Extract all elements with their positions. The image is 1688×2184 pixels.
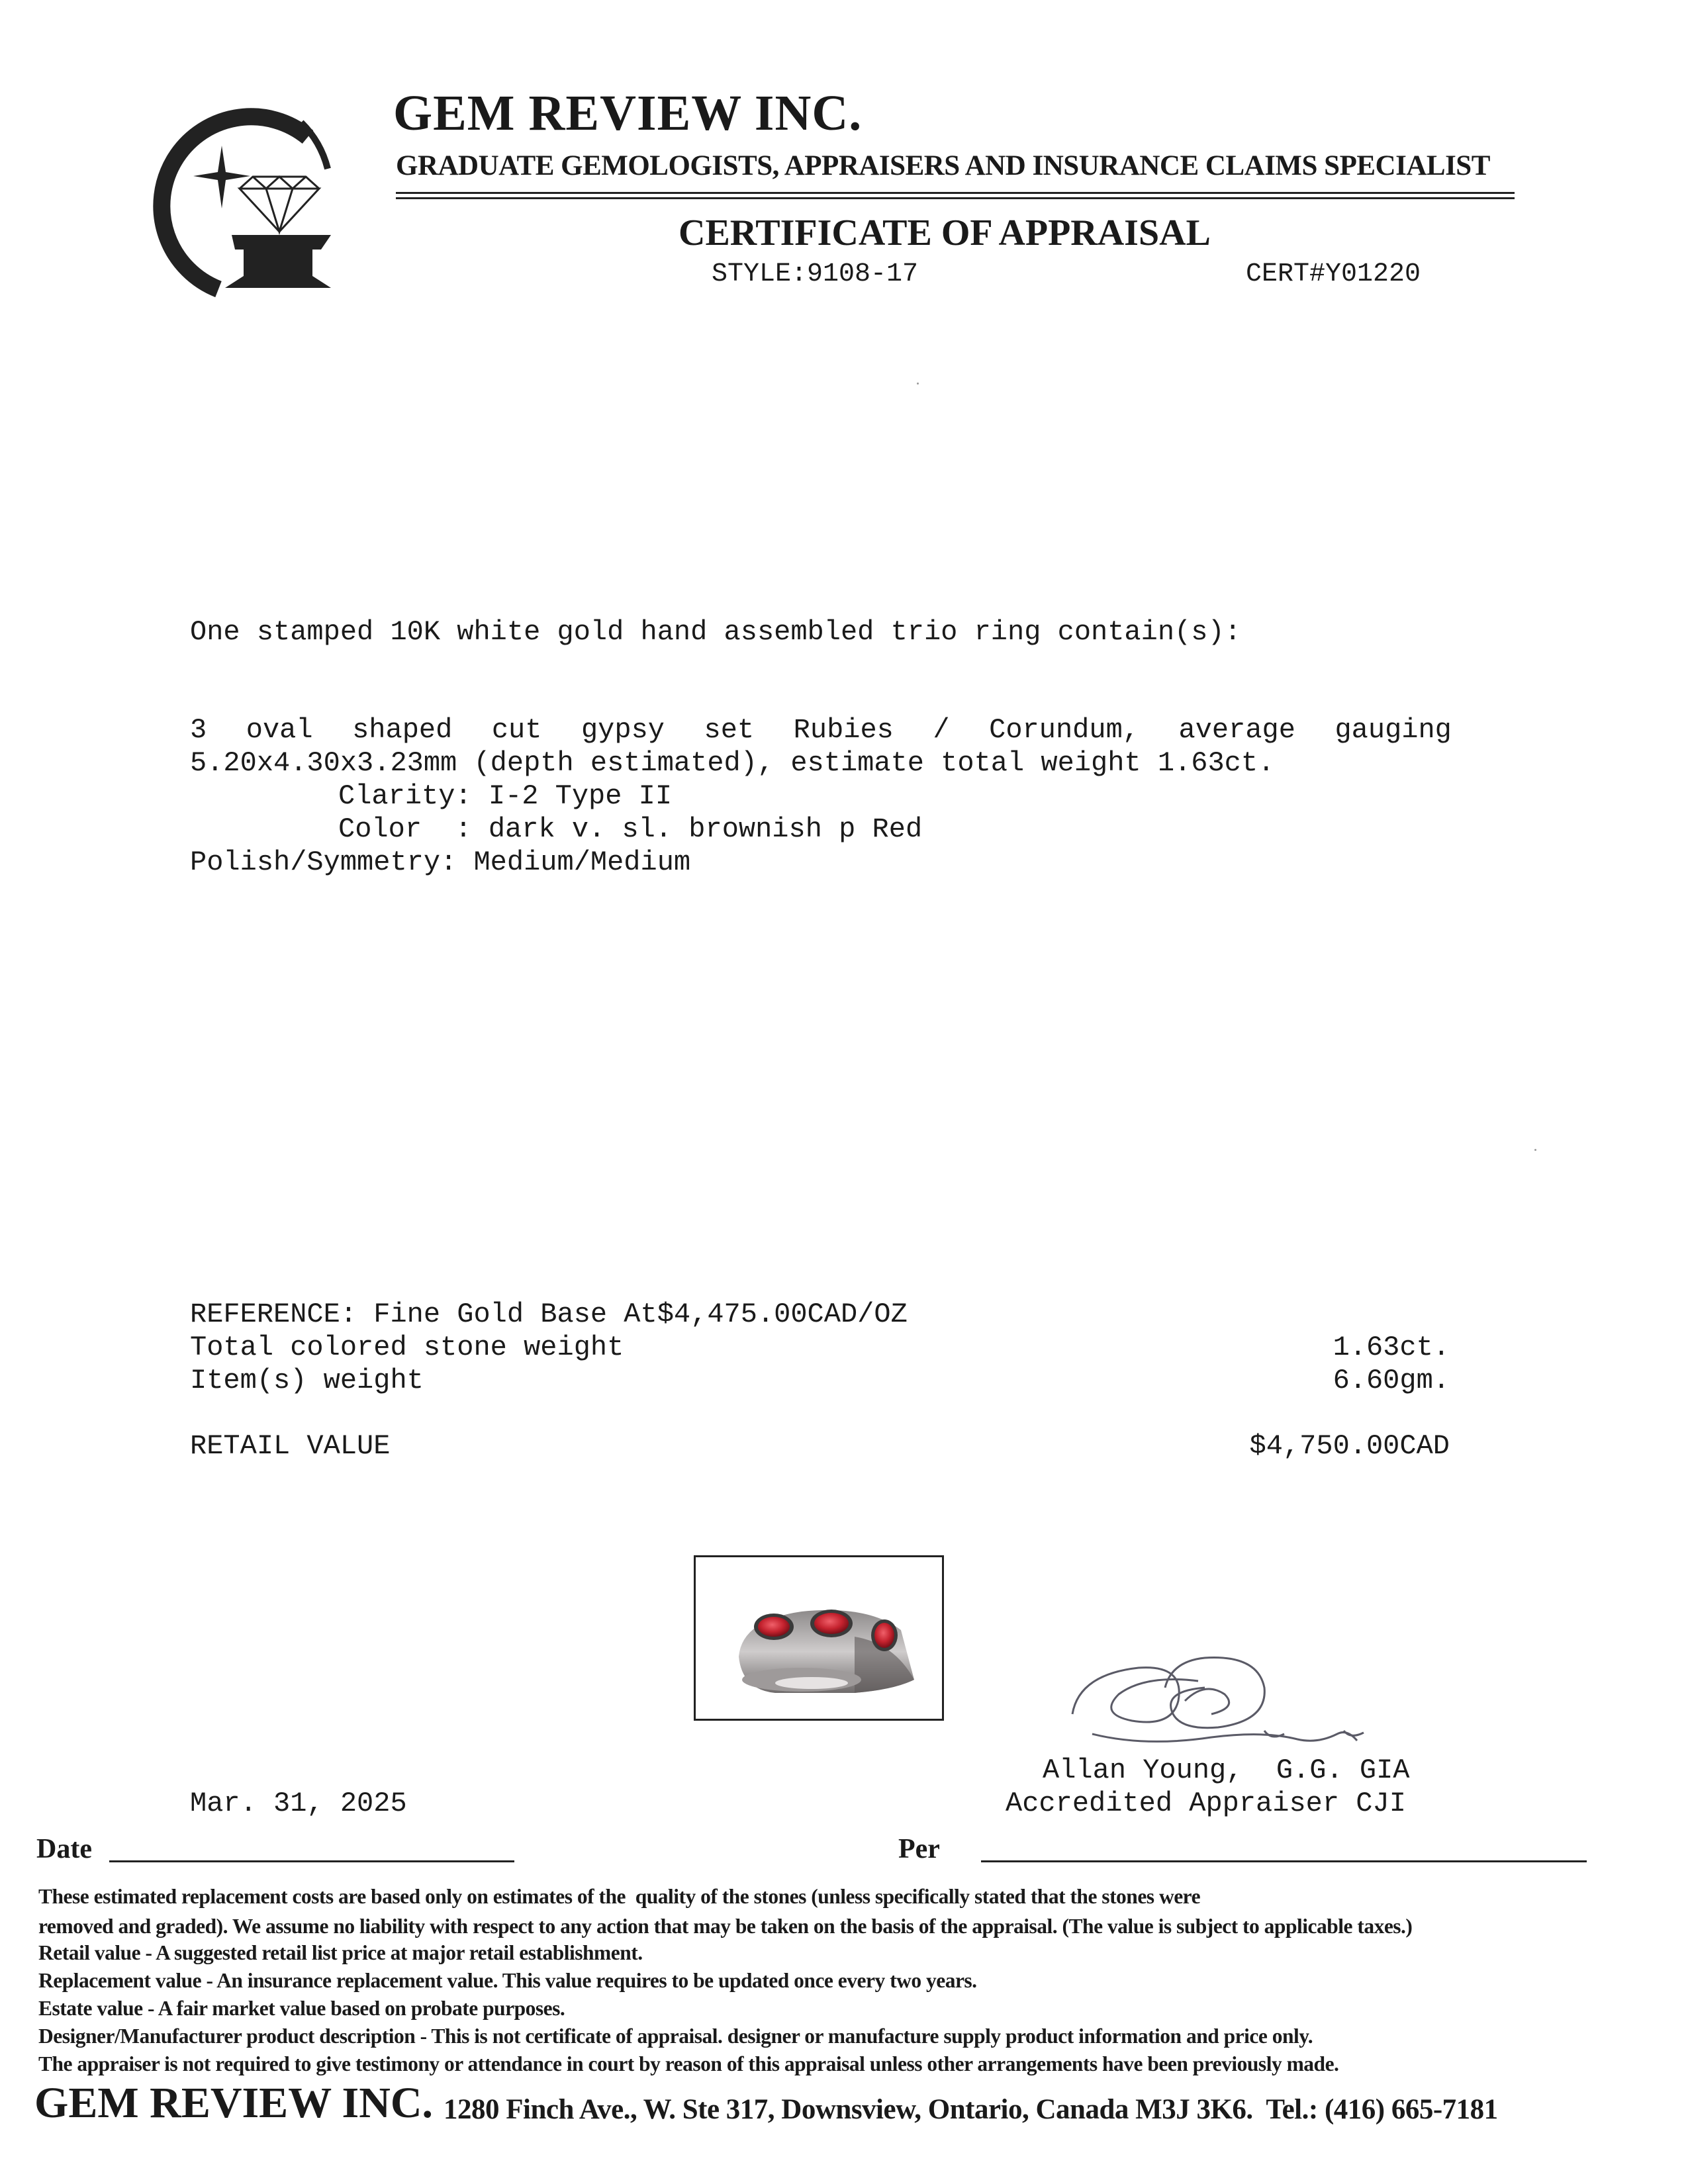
company-name: GEM REVIEW INC.: [393, 85, 863, 141]
item-weight-label: Item(s) weight: [190, 1365, 424, 1396]
item-description: One stamped 10K white gold hand assembled trio ring contain(s):: [190, 616, 1241, 648]
disclaimer-line: removed and graded). We assume no liability with respect to any action that may be taken on the basis of the appraisal. (The value is subject to applicable taxes.): [38, 1915, 1413, 1938]
stone-word: gauging: [1335, 714, 1452, 746]
stone-word: average: [1178, 714, 1295, 746]
header-rule-bottom: [396, 197, 1515, 199]
stone-word: gypsy: [581, 714, 665, 746]
item-weight-value: 6.60gm.: [1333, 1365, 1450, 1396]
stone-description-line-2: 5.20x4.30x3.23mm (depth estimated), estimate total weight 1.63ct.: [190, 747, 1275, 779]
disclaimer-line: Estate value - A fair market value based on probate purposes.: [38, 1997, 565, 2020]
appraiser-name: Allan Young, G.G. GIA: [1043, 1754, 1410, 1786]
gold-reference: REFERENCE: Fine Gold Base At$4,475.00CAD/OZ: [190, 1298, 908, 1330]
disclaimer-line: Retail value - A suggested retail list price at major retail establishment.: [38, 1941, 643, 1964]
stone-word: shaped: [352, 714, 453, 746]
disclaimer-line: Replacement value - An insurance replacement value. This value requires to be updated once every two years.: [38, 1969, 977, 1992]
stone-weight-value: 1.63ct.: [1333, 1332, 1450, 1363]
per-signature-line: [981, 1860, 1587, 1862]
disclaimer-line: These estimated replacement costs are based only on estimates of the quality of the stones (unless specifically stated that the stones were: [38, 1885, 1201, 1908]
date-signature-line: [109, 1860, 514, 1862]
ring-photo-image: [696, 1557, 942, 1719]
date-label: Date: [36, 1834, 92, 1864]
disclaimer-line: The appraiser is not required to give testimony or attendance in court by reason of this appraisal unless other arrangements have been previously made.: [38, 2052, 1339, 2075]
stone-word: cut: [491, 714, 542, 746]
certificate-title: CERTIFICATE OF APPRAISAL: [679, 212, 1211, 253]
stone-word: Corundum,: [989, 714, 1139, 746]
per-label: Per: [898, 1834, 940, 1864]
polish-symmetry-grade: Polish/Symmetry: Medium/Medium: [190, 846, 691, 878]
stone-word: oval: [246, 714, 313, 746]
footer-company-name: GEM REVIEW INC.: [34, 2079, 434, 2127]
stone-weight-label: Total colored stone weight: [190, 1332, 624, 1363]
company-subtitle: GRADUATE GEMOLOGISTS, APPRAISERS AND INSURANCE CLAIMS SPECIALIST: [396, 150, 1490, 181]
disclaimer-line: Designer/Manufacturer product description - This is not certificate of appraisal. designer or manufacture supply product information and price only.: [38, 2025, 1313, 2048]
appraisal-date: Mar. 31, 2025: [190, 1788, 407, 1819]
retail-value-amount: $4,750.00CAD: [1249, 1430, 1450, 1462]
stone-word: /: [933, 714, 950, 746]
header-rule-top: [396, 192, 1515, 194]
stone-description-line-1: [190, 713, 1452, 747]
ring-photo: [694, 1555, 944, 1721]
retail-value-label: RETAIL VALUE: [190, 1430, 391, 1462]
clarity-grade: Clarity: I-2 Type II: [338, 780, 673, 812]
scan-speck: [1534, 1149, 1536, 1151]
stone-word: 3: [190, 714, 207, 746]
color-grade: Color : dark v. sl. brownish p Red: [338, 813, 923, 845]
certificate-number: CERT#Y01220: [1246, 259, 1421, 289]
gem-review-logo-icon: [139, 96, 338, 301]
style-number: STYLE:9108-17: [712, 259, 919, 289]
scan-speck: [917, 383, 919, 385]
footer-address: 1280 Finch Ave., W. Ste 317, Downsview, Ontario, Canada M3J 3K6. Tel.: (416) 665-7181: [444, 2094, 1498, 2125]
appraiser-title: Accredited Appraiser CJI: [1006, 1788, 1406, 1819]
stone-word: set: [704, 714, 755, 746]
stone-word: Rubies: [793, 714, 894, 746]
appraiser-signature: [1066, 1648, 1383, 1760]
